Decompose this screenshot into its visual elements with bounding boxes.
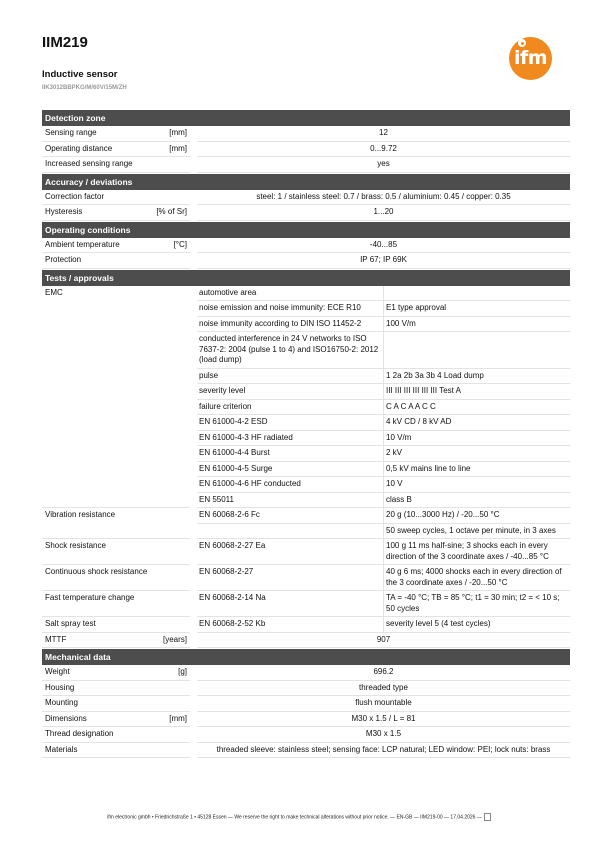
sub-row xyxy=(197,301,570,317)
sub-value: TA = -40 °C; TB = 85 °C; t1 = 30 min; t2 = < 10 s; 50 cycles xyxy=(383,591,570,617)
sub-key: noise immunity according to DIN ISO 11452-2 xyxy=(197,317,383,333)
row-mechanical xyxy=(42,712,570,728)
row-label: Protection xyxy=(45,255,82,264)
row-mechanical xyxy=(42,665,570,681)
row-ambient-temperature xyxy=(42,238,570,254)
logo-dot-icon xyxy=(518,39,526,47)
row-value: 12 xyxy=(197,126,570,142)
sub-key: severity level xyxy=(197,384,383,400)
row-label: Ambient temperature xyxy=(45,239,120,249)
sub-key xyxy=(197,524,383,540)
sub-key: EN 60068-2-6 Fc xyxy=(197,508,383,524)
sub-row xyxy=(197,446,570,462)
vibration-subtable xyxy=(197,508,570,539)
row-label: Materials xyxy=(45,744,78,754)
row-label: Vibration resistance xyxy=(45,510,116,519)
sub-key: EN 61000-4-3 HF radiated xyxy=(197,431,383,447)
row-unit: [mm] xyxy=(169,128,187,137)
sub-row xyxy=(197,415,570,431)
block-fast-temperature xyxy=(42,591,570,617)
row-mechanical xyxy=(42,681,570,697)
footer xyxy=(0,813,598,821)
sub-row xyxy=(197,477,570,493)
row-label: Salt spray test xyxy=(45,619,96,628)
row-label: Operating distance xyxy=(45,143,113,153)
sub-row xyxy=(197,332,570,369)
row-label: Hysteresis xyxy=(45,207,83,216)
row-unit: [years] xyxy=(162,634,187,644)
row-label: Mounting xyxy=(45,698,78,707)
sub-row xyxy=(197,317,570,333)
sub-value: 2 kV xyxy=(383,446,570,462)
row-unit: [mm] xyxy=(169,713,187,723)
footer-text: ifm electronic gmbh • Friedrichstraße 1 • 45128 Essen — We reserve the right to make technical alterations without prior notice. — EN-GB — IIM219-00 — 17.04.2026 — xyxy=(107,814,482,821)
row-value: -40...85 xyxy=(197,238,570,254)
row-mttf xyxy=(42,633,570,649)
sub-row xyxy=(197,400,570,416)
row-value: 0...9.72 xyxy=(197,142,570,158)
sub-value: 4 kV CD / 8 kV AD xyxy=(383,415,570,431)
row-label: Dimensions xyxy=(45,713,87,723)
sub-key: pulse xyxy=(197,369,383,385)
block-vibration xyxy=(42,508,570,539)
emc-subtable xyxy=(197,286,570,509)
page-title: IIM219 xyxy=(42,34,88,51)
row-label: Weight xyxy=(45,667,70,676)
row-value: steel: 1 / stainless steel: 0.7 / brass: 0.5 / aluminium: 0.45 / copper: 0.35 xyxy=(197,190,570,206)
row-label: Fast temperature change xyxy=(45,593,135,602)
document-icon xyxy=(484,813,491,821)
row-label: Housing xyxy=(45,682,75,692)
product-subtitle: Inductive sensor xyxy=(42,69,118,80)
sub-row xyxy=(197,384,570,400)
row-value: threaded type xyxy=(197,681,570,697)
sub-value: 0,5 kV mains line to line xyxy=(383,462,570,478)
sub-key: EN 60068-2-27 xyxy=(197,565,383,591)
row-value: M30 x 1.5 xyxy=(197,727,570,743)
row-value: 1...20 xyxy=(197,205,570,221)
row-unit: [mm] xyxy=(169,143,187,153)
row-protection xyxy=(42,253,570,269)
sub-key: EN 55011 xyxy=(197,493,383,509)
sub-value: III III III III III III Test A xyxy=(383,384,570,400)
sub-row xyxy=(197,508,570,524)
sub-row xyxy=(197,493,570,509)
sub-row xyxy=(197,617,570,633)
row-mechanical xyxy=(42,696,570,712)
sub-row xyxy=(197,591,570,617)
row-label: Continuous shock resistance xyxy=(45,567,148,576)
sub-key: EN 61000-4-5 Surge xyxy=(197,462,383,478)
row-sensing-range xyxy=(42,126,570,142)
article-code: IIK3012BBPKG/M/60V/15M/ZH xyxy=(42,85,127,91)
sub-row xyxy=(197,565,570,591)
row-mechanical xyxy=(42,727,570,743)
row-value: threaded sleeve: stainless steel; sensing face: LCP natural; LED window: PEI; lock nuts: brass xyxy=(197,743,570,759)
row-label: Shock resistance xyxy=(45,541,106,550)
row-label: MTTF xyxy=(45,634,67,644)
sub-value: 100 V/m xyxy=(383,317,570,333)
sub-value xyxy=(383,332,570,369)
row-unit: [g] xyxy=(178,667,187,676)
sub-key: EN 60068-2-52 Kb xyxy=(197,617,383,633)
row-operating-distance xyxy=(42,142,570,158)
section-mechanical-data: Mechanical data xyxy=(42,649,570,665)
row-unit: [% of Sr] xyxy=(156,207,187,216)
sub-value xyxy=(383,286,570,302)
sub-row xyxy=(197,431,570,447)
sub-key: conducted interference in 24 V networks to ISO 7637-2: 2004 (pulse 1 to 4) and ISO16750-2: 2012 (load dump) xyxy=(197,332,383,369)
row-label: Thread designation xyxy=(45,729,114,738)
block-continuous-shock xyxy=(42,565,570,591)
datasheet-table xyxy=(42,109,570,758)
block-shock xyxy=(42,539,570,565)
sub-value: 10 V xyxy=(383,477,570,493)
sub-value: 1 2a 2b 3a 3b 4 Load dump xyxy=(383,369,570,385)
block-emc xyxy=(42,286,570,509)
sub-key: EN 60068-2-14 Na xyxy=(197,591,383,617)
row-mechanical xyxy=(42,743,570,759)
sub-row xyxy=(197,286,570,302)
row-label: EMC xyxy=(45,287,63,297)
row-correction-factor xyxy=(42,190,570,206)
sub-value: 40 g 6 ms; 4000 shocks each in every direction of the 3 coordinate axes / -20...50 °C xyxy=(383,565,570,591)
sub-key: noise emission and noise immunity: ECE R10 xyxy=(197,301,383,317)
row-value: M30 x 1.5 / L = 81 xyxy=(197,712,570,728)
block-salt-spray xyxy=(42,617,570,633)
row-label: Increased sensing range xyxy=(45,159,133,168)
row-label: Correction factor xyxy=(45,191,105,201)
sub-row xyxy=(197,462,570,478)
sub-row xyxy=(197,369,570,385)
row-value: IP 67; IP 69K xyxy=(197,253,570,269)
sub-value: 20 g (10...3000 Hz) / -20...50 °C xyxy=(383,508,570,524)
sub-key: EN 61000-4-2 ESD xyxy=(197,415,383,431)
sub-value: 50 sweep cycles, 1 octave per minute, in 3 axes xyxy=(383,524,570,540)
section-tests-approvals: Tests / approvals xyxy=(42,270,570,286)
section-accuracy: Accuracy / deviations xyxy=(42,174,570,190)
sub-value: 10 V/m xyxy=(383,431,570,447)
sub-key: automotive area xyxy=(197,286,383,302)
mechanical-rows xyxy=(42,665,570,758)
sub-value: class B xyxy=(383,493,570,509)
section-detection-zone: Detection zone xyxy=(42,110,570,126)
row-value: yes xyxy=(197,157,570,173)
section-operating-conditions: Operating conditions xyxy=(42,222,570,238)
logo-text: ifm xyxy=(513,46,548,69)
row-value: 907 xyxy=(197,633,570,649)
sub-key: failure criterion xyxy=(197,400,383,416)
row-increased-sensing-range xyxy=(42,157,570,173)
sub-key: EN 61000-4-4 Burst xyxy=(197,446,383,462)
sub-value: 100 g 11 ms half-sine; 3 shocks each in every direction of the 3 coordinate axes / -40...85 °C xyxy=(383,539,570,565)
sub-value: C A C A A C C xyxy=(383,400,570,416)
ifm-logo xyxy=(509,37,552,80)
sub-key: EN 60068-2-27 Ea xyxy=(197,539,383,565)
sub-value: E1 type approval xyxy=(383,301,570,317)
row-unit: [°C] xyxy=(173,239,187,249)
sub-row xyxy=(197,524,570,540)
row-hysteresis xyxy=(42,205,570,221)
row-value: 696.2 xyxy=(197,665,570,681)
sub-key: EN 61000-4-6 HF conducted xyxy=(197,477,383,493)
sub-row xyxy=(197,539,570,565)
row-label: Sensing range xyxy=(45,128,97,137)
row-value: flush mountable xyxy=(197,696,570,712)
sub-value: severity level 5 (4 test cycles) xyxy=(383,617,570,633)
